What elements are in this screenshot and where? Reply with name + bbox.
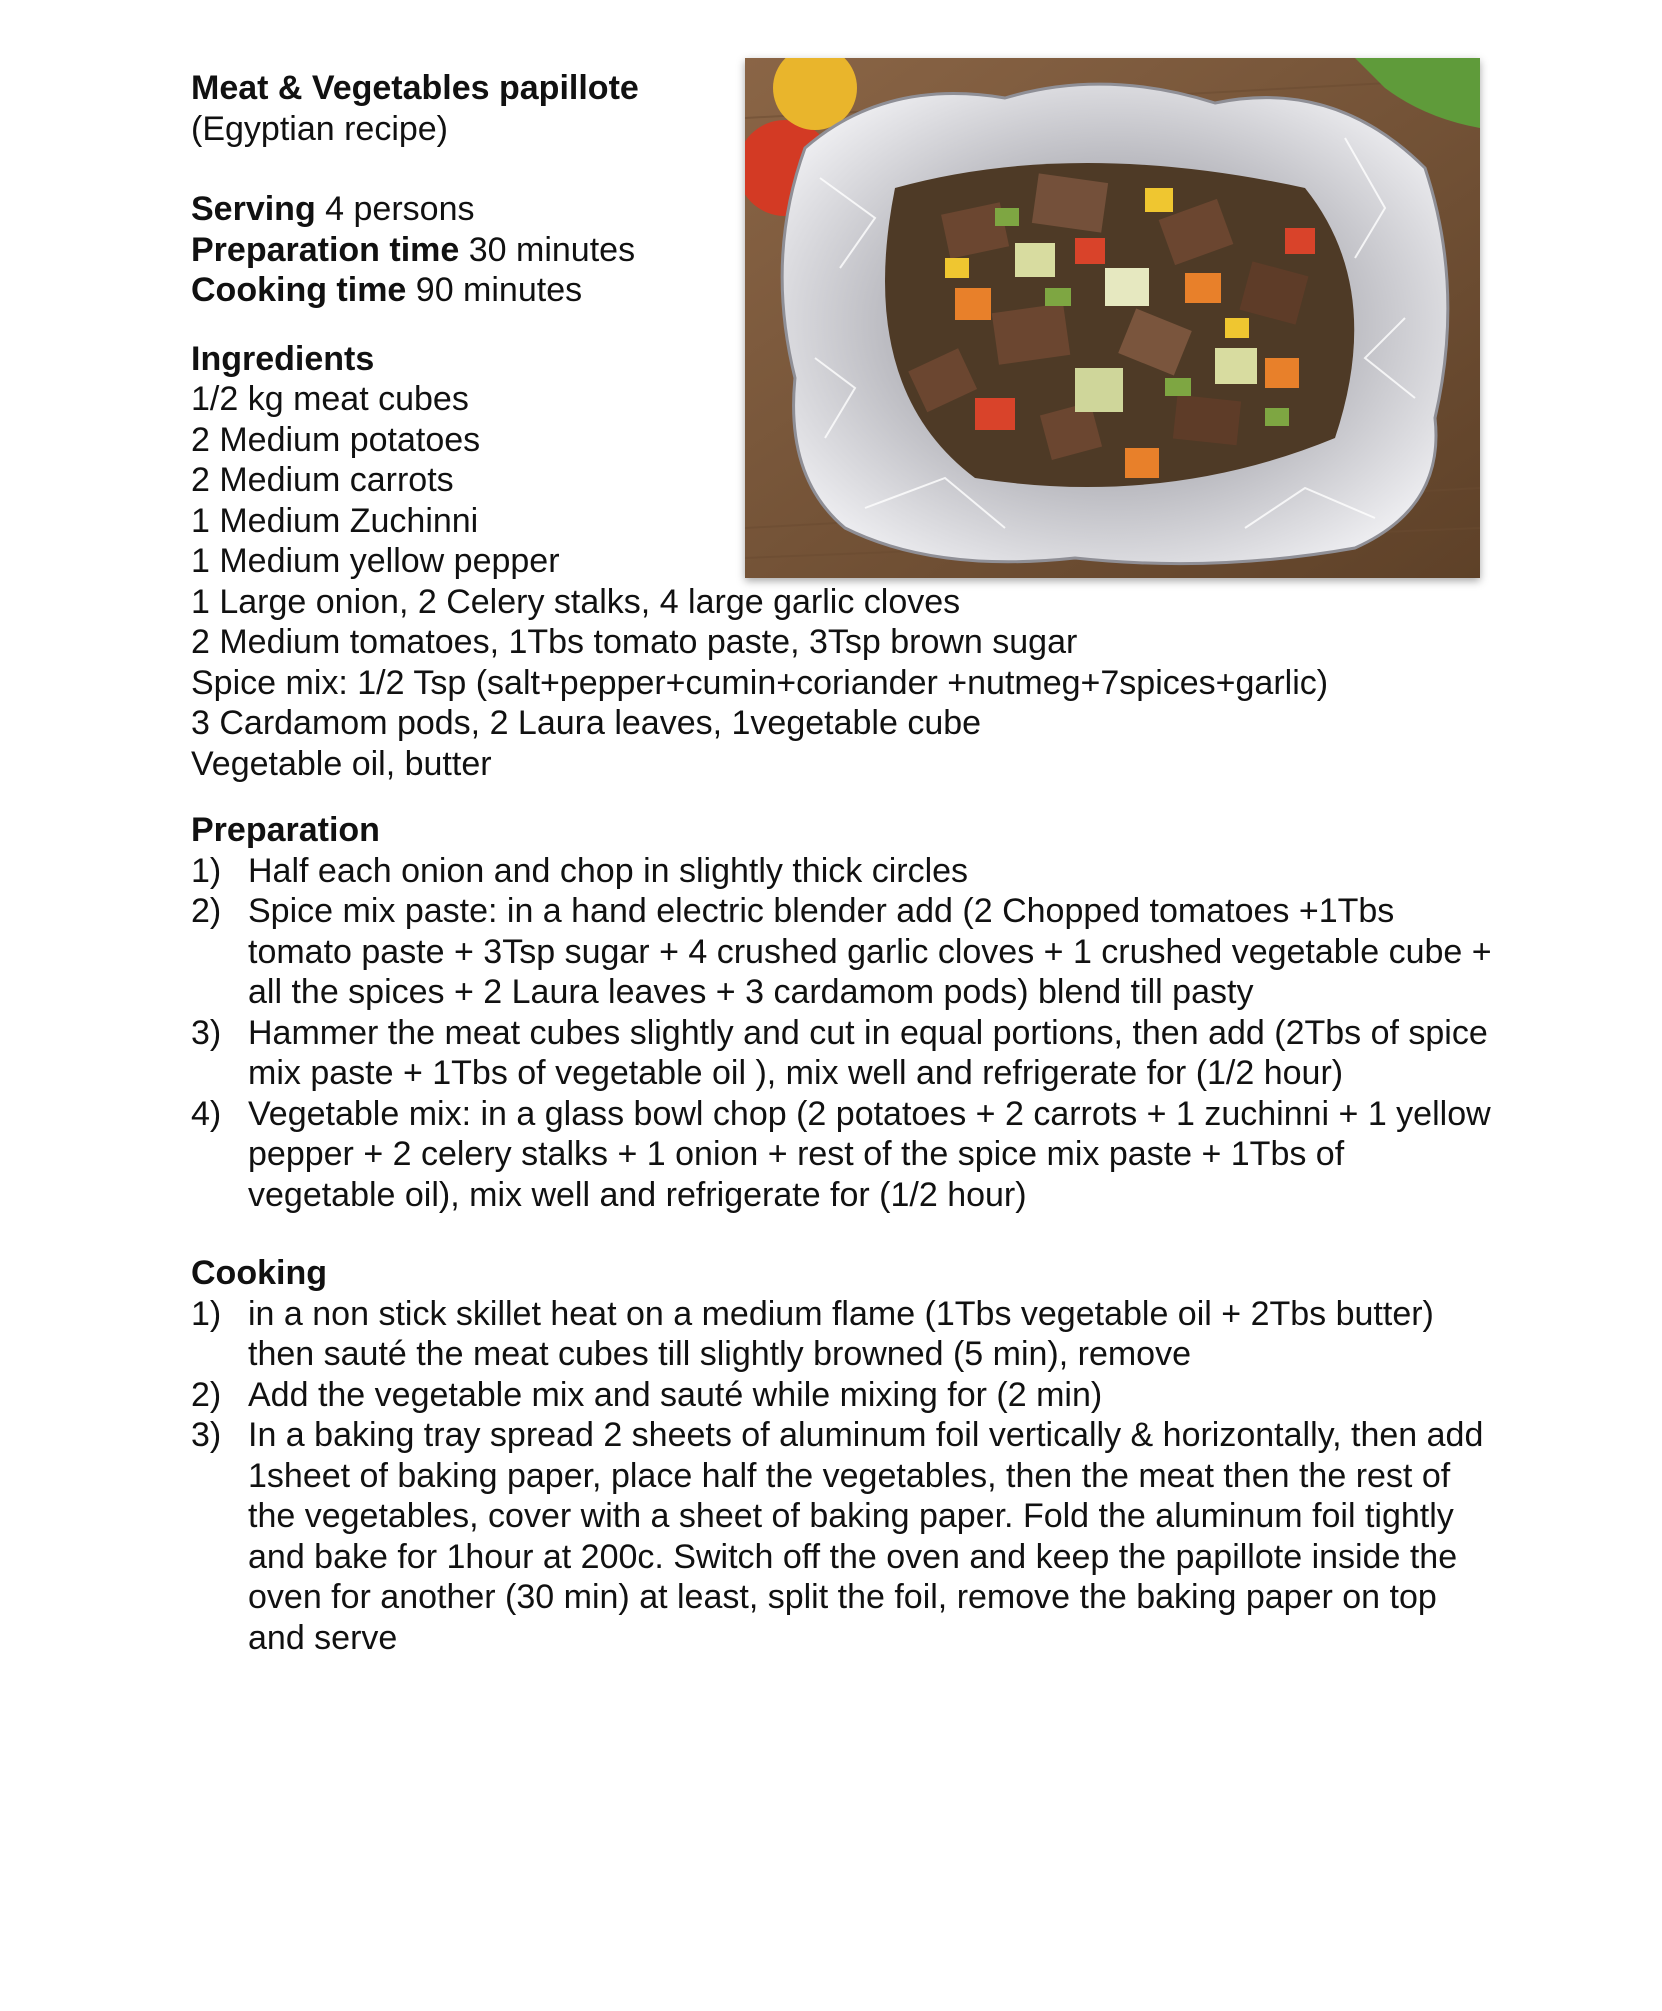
step-text: Half each onion and chop in slightly thick circles (248, 851, 969, 890)
preparation-heading: Preparation (191, 811, 380, 849)
cooking-step (191, 1375, 1498, 1416)
recipe-title: Meat & Vegetables papillote (191, 69, 639, 107)
prep-time-label: Preparation time (191, 230, 460, 269)
step-text: Hammer the meat cubes slightly and cut in equal portions, then add (2Tbs of spice mix paste + 1Tbs of vegetable oil ), mix well and refrigerate for (1/2 hour) (248, 1013, 1488, 1092)
cooking-steps (191, 1294, 1511, 1659)
recipe-subtitle: (Egyptian recipe) (191, 109, 449, 148)
ingredient-item: 1 Medium Zuchinni (191, 501, 479, 540)
ingredient-item: 2 Medium carrots (191, 461, 454, 499)
step-text: in a non stick skillet heat on a medium flame (1Tbs vegetable oil + 2Tbs butter) then sauté the meat cubes till slightly browned (5 min), remove (248, 1294, 1434, 1373)
step-text: Add the vegetable mix and sauté while mixing for (2 min) (248, 1375, 1103, 1414)
cooking-step (191, 1415, 1498, 1658)
preparation-steps (191, 851, 1511, 1216)
step-number: 3) (191, 1013, 222, 1052)
ingredient-item: 1 Large onion, 2 Celery stalks, 4 large garlic cloves (191, 582, 961, 621)
preparation-step (191, 1013, 1498, 1094)
cook-time-label: Cooking time (191, 271, 407, 309)
serving-label: Serving (191, 190, 316, 228)
serving-line (191, 189, 1511, 230)
ingredients-list (191, 379, 1511, 784)
step-number: 2) (191, 892, 222, 930)
ingredient-item: 3 Cardamom pods, 2 Laura leaves, 1vegetable cube (191, 704, 982, 742)
ingredients-heading: Ingredients (191, 339, 375, 378)
step-text: Vegetable mix: in a glass bowl chop (2 potatoes + 2 carrots + 1 zuchinni + 1 yellow pepper + 2 celery stalks + 1 onion + rest of the spice mix paste + 1Tbs of vegetable oil), mix well and refrigerate for (1/2 hour) (248, 1094, 1491, 1214)
cooking-step (191, 1294, 1498, 1375)
step-number: 2) (191, 1375, 222, 1414)
step-number: 1) (191, 1294, 222, 1333)
step-number: 3) (191, 1416, 222, 1454)
ingredient-item: Vegetable oil, butter (191, 744, 492, 783)
cook-time-line (191, 270, 1511, 311)
preparation-step (191, 891, 1498, 1013)
prep-time-line (191, 230, 1511, 271)
cooking-heading: Cooking (191, 1254, 327, 1292)
serving-value: 4 persons (315, 190, 475, 228)
recipe-text (191, 68, 1511, 1658)
ingredient-item: Spice mix: 1/2 Tsp (salt+pepper+cumin+coriander +nutmeg+7spices+garlic) (191, 663, 1329, 702)
step-number: 4) (191, 1094, 222, 1133)
ingredient-item: 1 Medium yellow pepper (191, 542, 560, 580)
step-number: 1) (191, 851, 222, 890)
ingredient-item: 1/2 kg meat cubes (191, 380, 469, 418)
preparation-step (191, 851, 1498, 892)
ingredient-item: 2 Medium potatoes (191, 420, 481, 459)
step-text: Spice mix paste: in a hand electric blender add (2 Chopped tomatoes +1Tbs tomato paste + 3Tsp sugar + 4 crushed garlic cloves + 1 crushed vegetable cube + all the spices + 2 Laura leaves + 3 cardamom pods) blend till pasty (248, 892, 1492, 1011)
preparation-step (191, 1094, 1498, 1216)
cook-time-value: 90 minutes (406, 271, 583, 309)
ingredient-item: 2 Medium tomatoes, 1Tbs tomato paste, 3Tsp brown sugar (191, 623, 1078, 661)
prep-time-value: 30 minutes (459, 230, 636, 269)
step-text: In a baking tray spread 2 sheets of aluminum foil vertically & horizontally, then add 1sheet of baking paper, place half the vegetables, then the meat then the rest of the vegetables, cover with a sheet of baking paper. Fold the aluminum foil tightly and bake for 1hour at 200c. Switch off the oven and keep the papillote inside the oven for another (30 min) at least, split the foil, remove the baking paper on top and serve (248, 1416, 1484, 1657)
